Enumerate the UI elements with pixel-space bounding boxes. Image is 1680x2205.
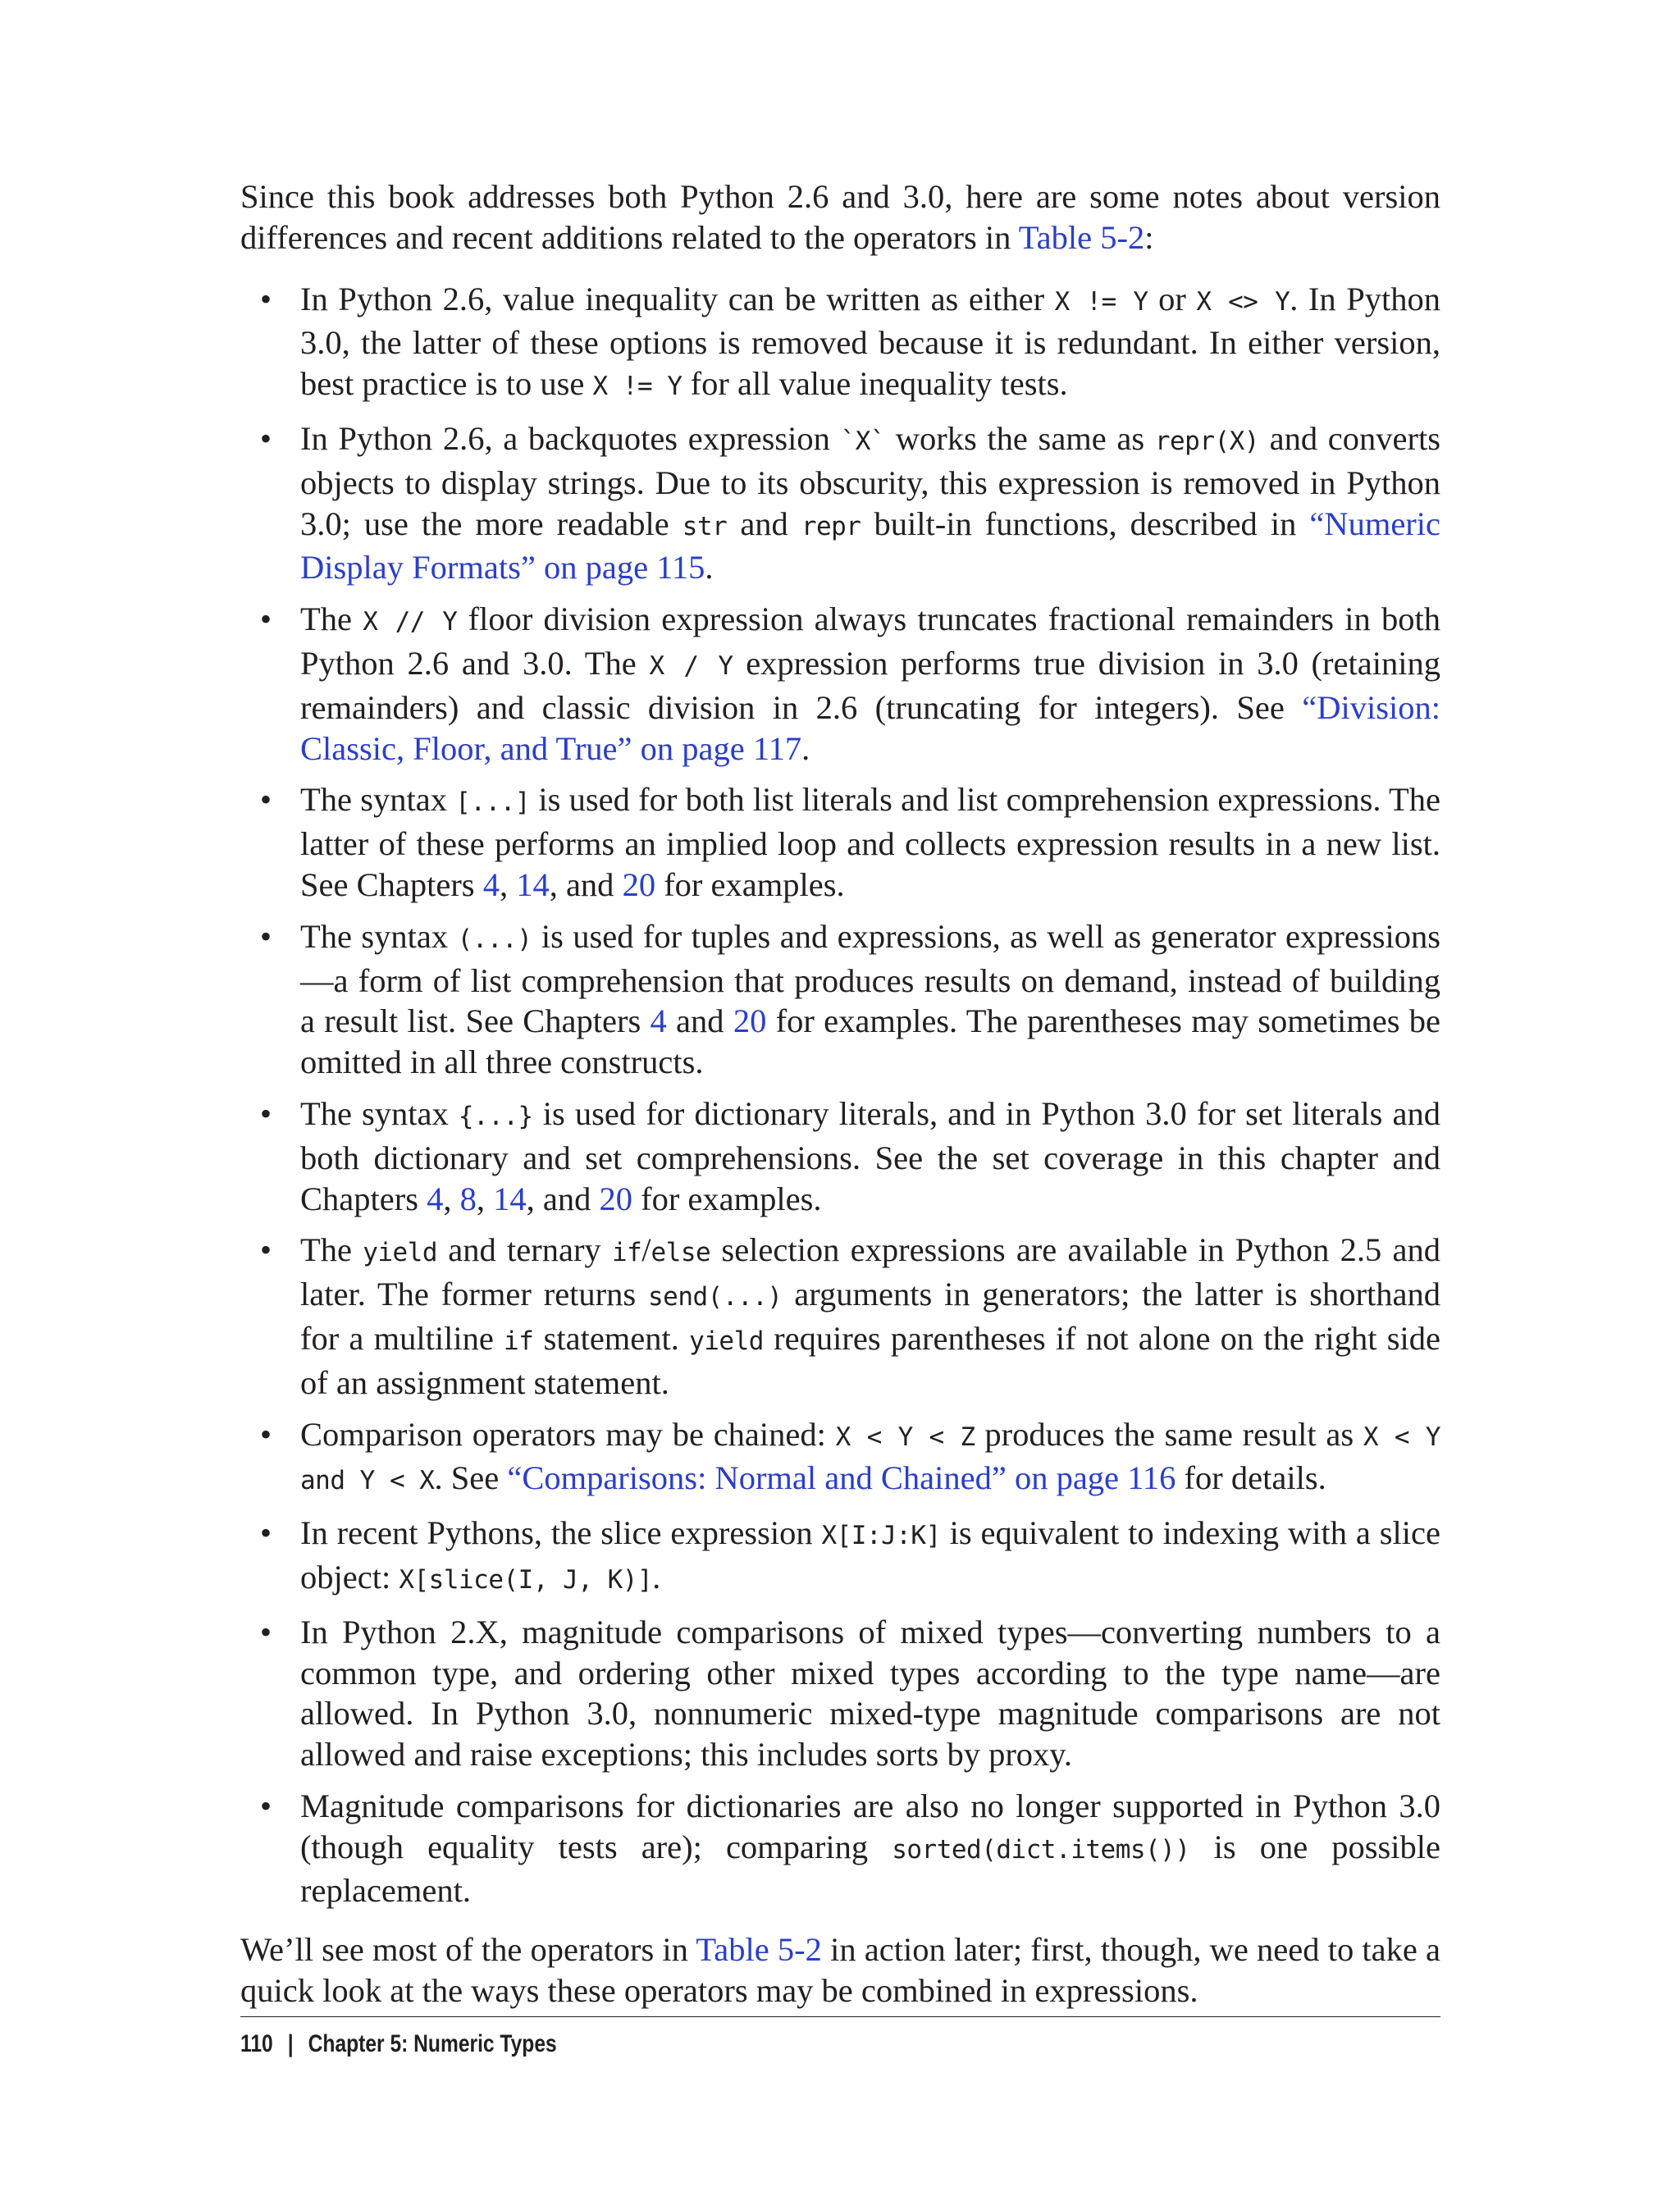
text: The <box>300 600 363 638</box>
text: and ternary <box>437 1231 612 1269</box>
code: X // Y <box>363 607 458 637</box>
list-item <box>240 418 1440 588</box>
text: Comparison operators may be chained: <box>300 1415 836 1453</box>
code: X < Y < Z <box>835 1422 975 1452</box>
chapter-14-link[interactable]: 14 <box>516 865 550 903</box>
text: . In Python 3.0, the latter of these options is removed because it is redundant. In either version, best practice is to use <box>300 280 1440 403</box>
division-link[interactable]: “Division: Classic, Floor, and True” on page 117 <box>300 688 1440 767</box>
text: works the same as <box>885 419 1155 457</box>
page-footer <box>240 2030 557 2058</box>
text: Magnitude comparisons for dictionaries are also no longer supported in Python 3.0 (though equality tests are); comparing <box>300 1787 1440 1865</box>
code: yield <box>363 1238 438 1268</box>
text: , and <box>526 1180 600 1217</box>
list-item <box>240 1786 1440 1911</box>
comparisons-link[interactable]: “Comparisons: Normal and Chained” on page 116 <box>507 1459 1176 1497</box>
code: sorted(dict.items()) <box>892 1834 1190 1865</box>
bullet-icon: • <box>260 1415 272 1453</box>
code: repr <box>801 511 861 541</box>
code: X < Y and Y < X <box>300 1422 1440 1496</box>
text: . <box>801 729 810 767</box>
list-item <box>240 279 1440 408</box>
text: . <box>652 1558 661 1596</box>
version-notes-list <box>240 279 1440 1912</box>
table-5-2-link[interactable]: Table 5-2 <box>1018 218 1145 256</box>
text: is equivalent to indexing with a slice object: <box>300 1514 1440 1596</box>
list-item <box>240 916 1440 1083</box>
text: , <box>499 865 517 903</box>
text: , <box>443 1180 460 1217</box>
text: and <box>666 1002 733 1040</box>
chapter-8-link[interactable]: 8 <box>459 1180 477 1217</box>
list-item <box>240 779 1440 905</box>
list-item <box>240 1230 1440 1403</box>
code: str <box>682 511 728 541</box>
chapter-20-link[interactable]: 20 <box>599 1180 632 1217</box>
text: , and <box>549 865 623 903</box>
code: {...} <box>458 1101 533 1131</box>
text: selection expressions are available in Python 2.5 and later. The former returns <box>300 1231 1441 1313</box>
code: else <box>651 1238 711 1268</box>
bullet-icon: • <box>260 1514 272 1552</box>
chapter-20-link[interactable]: 20 <box>622 865 656 903</box>
text: : <box>1144 218 1154 256</box>
text: In Python 2.X, magnitude comparisons of mixed types—converting numbers to a common type, and ordering other mixed types according to the type name—are allowed. In Python 3.0, nonnumeric mixed-type magnitude comparisons are not allowed and raise exceptions; this includes sorts by proxy. <box>300 1613 1440 1774</box>
text: or <box>1148 280 1197 317</box>
bullet-icon: • <box>260 600 272 638</box>
intro-paragraph <box>240 176 1440 258</box>
bullet-icon: • <box>260 917 272 955</box>
footer-divider <box>240 2016 1440 2017</box>
code: (...) <box>457 924 532 954</box>
code: [...] <box>455 788 531 818</box>
code: X / Y <box>649 651 733 681</box>
text: In Python 2.6, value inequality can be written as either <box>300 280 1055 317</box>
bullet-icon: • <box>260 1613 272 1650</box>
code: X[I:J:K] <box>821 1521 941 1551</box>
text: / <box>641 1231 651 1269</box>
bullet-icon: • <box>260 1094 272 1132</box>
text: The syntax <box>300 917 458 955</box>
text: for examples. The parentheses may sometimes be omitted in all three constructs. <box>300 1002 1440 1081</box>
text: The syntax <box>300 1094 459 1132</box>
chapter-20-link[interactable]: 20 <box>733 1002 767 1040</box>
bullet-icon: • <box>260 1787 272 1824</box>
bullet-icon: • <box>260 781 272 819</box>
text: built-in functions, described in <box>861 504 1310 542</box>
text: statement. <box>533 1319 690 1357</box>
chapter-title: Chapter 5: Numeric Types <box>308 2030 557 2057</box>
text: produces the same result as <box>975 1415 1363 1453</box>
list-item <box>240 1414 1440 1503</box>
list-item <box>240 1513 1440 1601</box>
code: X[slice(I, J, K)] <box>399 1564 653 1595</box>
text: The syntax <box>300 781 456 819</box>
code: `X` <box>840 426 886 456</box>
text: floor division expression always truncates fractional remainders in both Python 2.6 and 3.0. The <box>300 600 1440 682</box>
text: requires parentheses if not alone on the right side of an assignment statement. <box>300 1319 1440 1401</box>
text: is used for tuples and expressions, as well as generator expressions—a form of list comprehension that produces results on demand, instead of building a result list. See Chapters <box>300 917 1440 1040</box>
text: for examples. <box>655 865 845 903</box>
bullet-icon: • <box>260 1231 272 1269</box>
text: . <box>705 549 714 587</box>
text: In Python 2.6, a backquotes expression <box>300 419 841 457</box>
text: and <box>727 504 801 542</box>
text: , <box>476 1180 494 1217</box>
bullet-icon: • <box>260 280 272 317</box>
text: for examples. <box>632 1180 822 1217</box>
text: and converts objects to display strings. Due to its obscurity, this expression is removed in Python 3.0; use the more readable <box>300 419 1440 542</box>
chapter-4-link[interactable]: 4 <box>650 1002 667 1040</box>
text: for all value inequality tests. <box>682 365 1068 403</box>
footer-separator: | <box>287 2030 294 2057</box>
code: send(...) <box>648 1282 783 1312</box>
code: if <box>504 1326 534 1356</box>
list-item <box>240 1093 1440 1219</box>
text: in action later; first, though, we need to take a quick look at the ways these operators may be combined in expressions. <box>240 1931 1440 2010</box>
text: is used for both list literals and list comprehension expressions. The latter of these performs an implied loop and collects expression results in a new list. See Chapters <box>300 781 1440 903</box>
page-number: 110 <box>240 2030 273 2057</box>
text: The <box>300 1231 363 1269</box>
table-5-2-link[interactable]: Table 5-2 <box>696 1931 822 1969</box>
text: In recent Pythons, the slice expression <box>300 1514 822 1552</box>
code: X != Y <box>592 372 682 402</box>
chapter-4-link[interactable]: 4 <box>482 865 500 903</box>
numeric-display-formats-link[interactable]: “Numeric Display Formats” on page 115 <box>300 504 1441 587</box>
text: is one possible replacement. <box>300 1828 1440 1910</box>
bullet-icon: • <box>260 419 272 457</box>
code: if <box>611 1238 642 1268</box>
list-item <box>240 599 1440 769</box>
text: expression performs true division in 3.0 (retaining remainders) and classic division in 2.6 (truncating for integers). See <box>300 644 1440 726</box>
outro-paragraph <box>240 1929 1440 2011</box>
text: for details. <box>1176 1459 1326 1497</box>
text: arguments in generators; the latter is shorthand for a multiline <box>300 1276 1441 1357</box>
text: is used for dictionary literals, and in Python 3.0 for set literals and both dictionary and set comprehensions. See the set coverage in this chapter and Chapters <box>300 1094 1440 1217</box>
list-item <box>240 1612 1440 1775</box>
code: X <> Y <box>1196 286 1290 317</box>
code: yield <box>689 1326 764 1356</box>
chapter-14-link[interactable]: 14 <box>493 1180 527 1217</box>
text: . See <box>434 1459 508 1497</box>
chapter-4-link[interactable]: 4 <box>427 1180 444 1217</box>
code: X != Y <box>1054 286 1148 317</box>
body-text <box>240 176 1440 2011</box>
text: Since this book addresses both Python 2.6 and 3.0, here are some notes about version differences and recent additions related to the operators in <box>240 178 1440 256</box>
text: We’ll see most of the operators in <box>240 1931 696 1969</box>
code: repr(X) <box>1154 426 1259 456</box>
